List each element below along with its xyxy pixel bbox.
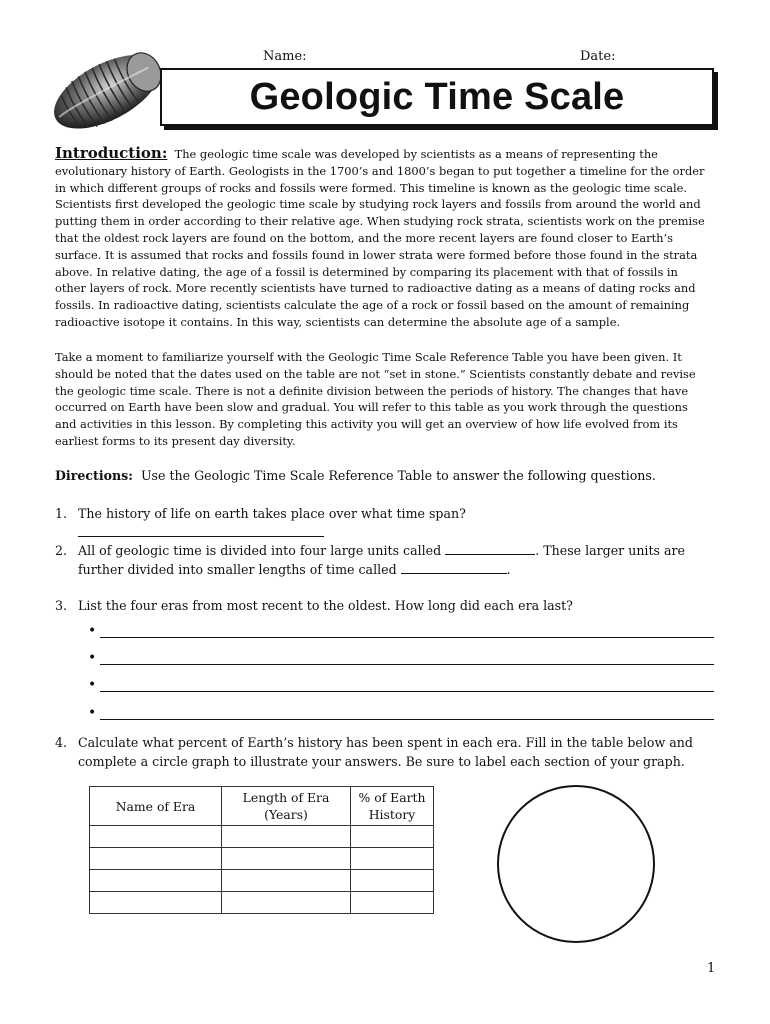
question-text: further divided into smaller lengths of time called (78, 562, 397, 577)
answer-line[interactable] (100, 637, 714, 638)
question-text: . These larger units are (535, 543, 685, 558)
intro-line: Scientists first developed the geologic time scale by studying rock layers and fossils from around the world and (55, 197, 701, 212)
question-number: 1. (55, 506, 68, 521)
header-line: History (368, 807, 416, 822)
intro-line: above. In relative dating, the age of a fossil is determined by comparing its placement with that of fossils in (55, 264, 678, 279)
intro-line: surface. It is assumed that rocks and fossils found in lower strata were formed before those found in the strata (55, 247, 698, 262)
paragraph-line: earliest forms to its present day diversity. (55, 433, 296, 448)
intro-line: The geologic time scale was developed by scientists as a means of representing the (174, 147, 658, 161)
answer-blank[interactable] (401, 561, 507, 574)
question-3 (55, 596, 715, 616)
header-name-of-era: Name of Era (90, 787, 222, 826)
table-cell[interactable] (90, 848, 222, 870)
name-field-label: Name: (263, 49, 307, 64)
header-line: Length of Era (242, 790, 330, 805)
answer-blank[interactable] (445, 542, 535, 555)
answer-line[interactable] (100, 719, 714, 720)
intro-line: evolutionary history of Earth. Geologists in the 1700’s and 1800’s began to put together a timeline for the order (55, 163, 705, 178)
intro-line: that the oldest rock layers are found on the bottom, and the more recent layers are found closer to Earth’s (55, 230, 673, 245)
question-number: 4. (55, 735, 68, 750)
question-number: 2. (55, 543, 68, 558)
page-number: 1 (707, 961, 716, 976)
question-2 (55, 541, 715, 581)
header-percent-history (351, 787, 434, 826)
table-cell[interactable] (222, 892, 351, 914)
table-row (90, 848, 434, 870)
intro-line: fossils. In radioactive dating, scientists calculate the age of a rock or fossil based on the amount of remaining (55, 298, 690, 313)
directions-label: Directions: (55, 468, 133, 483)
trilobite-fossil-image (44, 44, 168, 136)
era-table (89, 786, 434, 914)
introduction-paragraph (55, 145, 717, 331)
intro-line: other layers of rock. More recently scientists have turned to radioactive dating as a means of dating rocks and (55, 281, 696, 296)
bullet: • (88, 650, 97, 666)
question-text: . (506, 562, 511, 577)
table-cell[interactable] (90, 892, 222, 914)
paragraph-line: should be noted that the dates used on the table are not “set in stone.” Scientists constantly debate and revise (55, 366, 696, 381)
question-4 (55, 733, 715, 773)
paragraph-line: occurred on Earth have been slow and gradual. You will refer to this table as you work through the questions (55, 400, 688, 415)
directions-text: Use the Geologic Time Scale Reference Table to answer the following questions. (140, 468, 656, 483)
table-cell[interactable] (222, 870, 351, 892)
intro-line: in which different groups of rocks and fossils were formed. This timeline is known as the geologic time scale. (55, 180, 687, 195)
paragraph-line: and activities in this lesson. By completing this activity you will get an overview of how life evolved from its (55, 417, 678, 432)
bullet: • (88, 677, 97, 693)
question-text: List the four eras from most recent to the oldest. How long did each era last? (78, 598, 573, 613)
date-field-label: Date: (580, 49, 616, 64)
table-cell[interactable] (90, 870, 222, 892)
question-text: The history of life on earth takes place over what time span? (78, 506, 466, 521)
answer-line[interactable] (100, 664, 714, 665)
table-row (90, 892, 434, 914)
table-cell[interactable] (351, 892, 434, 914)
table-row (90, 826, 434, 848)
circle-graph-blank[interactable] (497, 785, 655, 943)
question-1 (55, 504, 715, 524)
table-cell[interactable] (222, 826, 351, 848)
directions (55, 468, 656, 483)
reference-table-paragraph (55, 349, 717, 450)
table-cell[interactable] (90, 826, 222, 848)
header-line: % of Earth (358, 790, 426, 805)
bullet: • (88, 705, 97, 721)
bullet: • (88, 623, 97, 639)
header-line: (Years) (264, 807, 308, 822)
introduction-heading: Introduction: (55, 144, 168, 162)
question-text: Calculate what percent of Earth’s history has been spent in each era. Fill in the table below and (78, 735, 693, 750)
answer-blank[interactable] (78, 524, 324, 537)
table-cell[interactable] (351, 848, 434, 870)
table-header-row (90, 787, 434, 826)
question-text: complete a circle graph to illustrate your answers. Be sure to label each section of your graph. (78, 754, 685, 769)
table-cell[interactable] (351, 826, 434, 848)
paragraph-line: the geologic time scale. There is not a definite division between the periods of history. The changes that have (55, 383, 689, 398)
question-number: 3. (55, 598, 68, 613)
paragraph-line: Take a moment to familiarize yourself with the Geologic Time Scale Reference Table you have been given. It (55, 350, 682, 364)
table-cell[interactable] (351, 870, 434, 892)
title-box (160, 68, 714, 126)
table-row (90, 870, 434, 892)
header-length-of-era (222, 787, 351, 826)
page-title: Geologic Time Scale (249, 76, 625, 118)
table-cell[interactable] (222, 848, 351, 870)
intro-line: radioactive isotope it contains. In this way, scientists can determine the absolute age of a sample. (55, 314, 621, 329)
question-text: All of geologic time is divided into four large units called (78, 543, 442, 558)
intro-line: putting them in order according to their relative age. When studying rock strata, scientists work on the premise (55, 214, 705, 229)
answer-line[interactable] (100, 691, 714, 692)
